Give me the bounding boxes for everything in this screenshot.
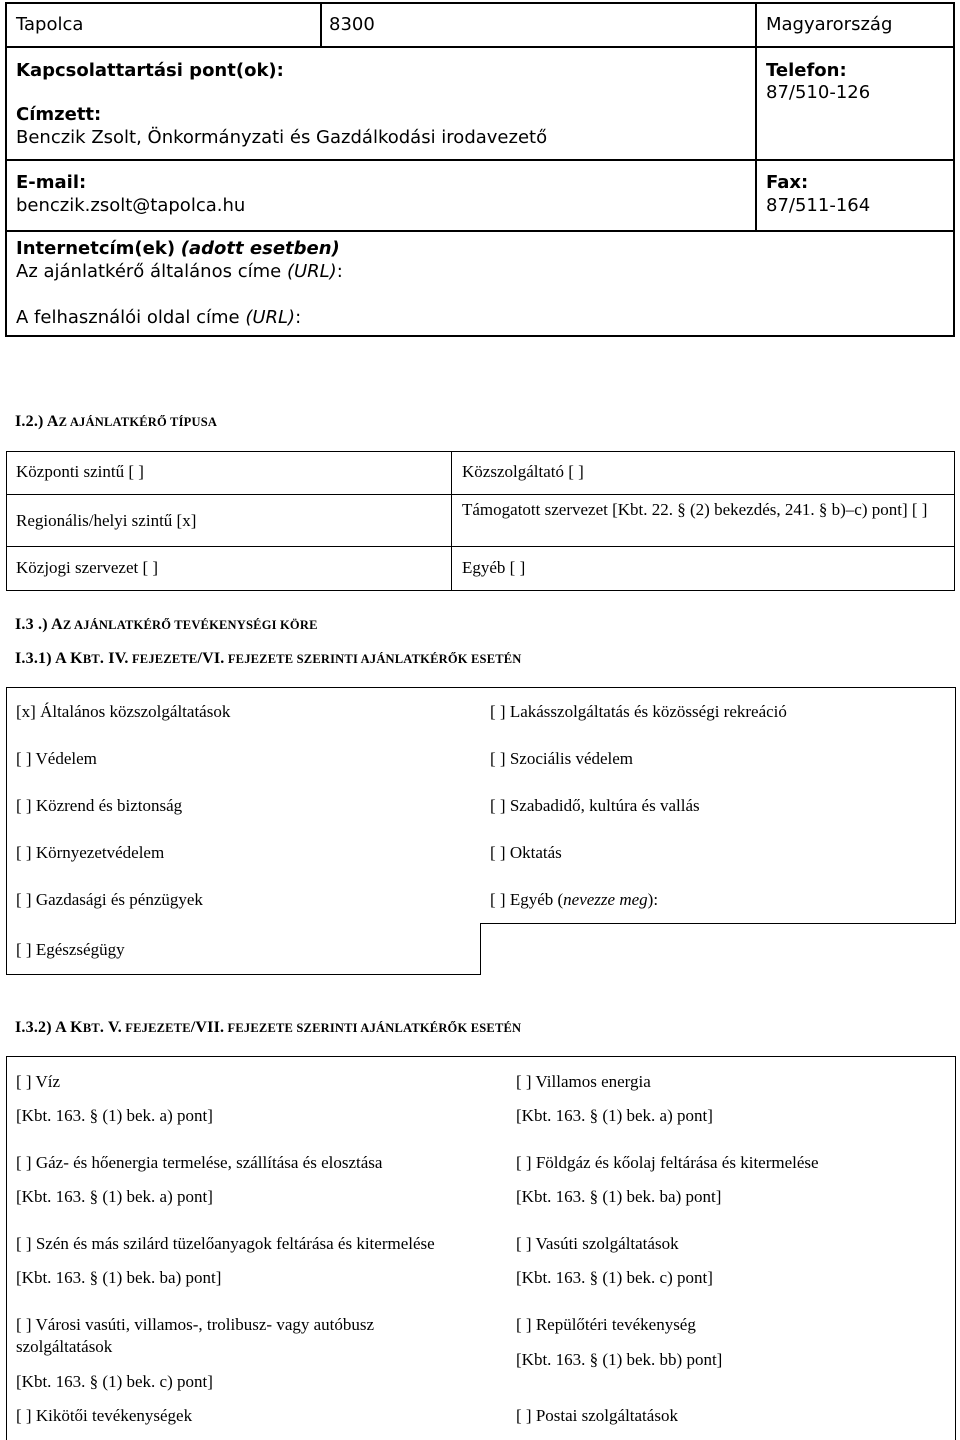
general-url-label <box>16 261 343 283</box>
activity-other-suffix: ): <box>647 890 659 909</box>
column-divider <box>451 451 452 591</box>
title-iv: . IV. <box>99 650 129 667</box>
title-cap: A <box>46 413 59 430</box>
activity-education: [ ] Oktatás <box>490 843 562 862</box>
country: Magyarország <box>766 14 893 35</box>
sector-electricity-ref: [Kbt. 163. § (1) bek. a) pont] <box>516 1106 713 1125</box>
activity-social: [ ] Szociális védelem <box>490 749 634 768</box>
title-rest: Z AJÁNLATKÉRŐ TEVÉKENYSÉGI KÖRE <box>62 618 318 632</box>
table-border-top <box>6 1056 955 1057</box>
sector-gas-heat-ref: [Kbt. 163. § (1) bek. a) pont] <box>16 1187 213 1206</box>
sector-railway: [ ] Vasúti szolgáltatások <box>516 1234 679 1253</box>
user-page-colon: : <box>295 307 302 328</box>
fax-value: 87/511-164 <box>766 195 871 216</box>
section-num: I.3.1) <box>15 650 52 667</box>
row-divider <box>6 494 955 495</box>
row-divider <box>7 230 953 232</box>
activity-general: [x] Általános közszolgáltatások <box>16 702 231 721</box>
internet-label-italic: (adott esetben) <box>180 238 340 259</box>
type-public-law: Közjogi szervezet [ ] <box>16 558 159 577</box>
email-label: E-mail: <box>16 172 87 193</box>
addressee-label: Címzett: <box>16 104 102 125</box>
type-regional: Regionális/helyi szintű [x] <box>16 511 197 530</box>
sector-water: [ ] Víz <box>16 1072 61 1091</box>
general-url-suffix: (URL) <box>286 261 337 282</box>
table-step-vertical <box>480 923 481 975</box>
title-fej2: FEJEZETE SZERINTI AJÁNLATKÉRŐK ESETÉN <box>224 1021 522 1035</box>
activity-economic: [ ] Gazdasági és pénzügyek <box>16 890 203 909</box>
internet-label-bold: Internetcím(ek) <box>16 238 176 259</box>
table-border-left <box>6 1056 7 1440</box>
title-bt: BT <box>82 652 100 666</box>
title-cap: A <box>51 616 63 633</box>
type-public-service: Közszolgáltató [ ] <box>462 462 584 481</box>
internet-label <box>16 238 340 260</box>
table-step-line <box>480 923 956 924</box>
table-border-right <box>955 687 956 923</box>
title-vii: /VII. <box>190 1019 225 1036</box>
table-border-top <box>6 687 955 688</box>
section-num: I.3.2) <box>15 1019 52 1036</box>
section-1-3-heading <box>15 616 318 634</box>
city: Tapolca <box>16 14 84 35</box>
sector-airport-ref: [Kbt. 163. § (1) bek. bb) pont] <box>516 1350 723 1369</box>
user-page-label <box>16 307 301 329</box>
title-vi: /VI. <box>197 650 225 667</box>
column-divider <box>320 4 322 46</box>
activity-public-order: [ ] Közrend és biztonság <box>16 796 183 815</box>
activity-other-italic: nevezze meg <box>563 890 648 909</box>
activity-environment: [ ] Környezetvédelem <box>16 843 165 862</box>
title-v: . V. <box>99 1019 122 1036</box>
sector-electricity: [ ] Villamos energia <box>516 1072 651 1091</box>
activity-health: [ ] Egészségügy <box>16 940 125 959</box>
sector-coal: [ ] Szén és más szilárd tüzelőanyagok feltárása és kitermelése <box>16 1234 435 1253</box>
title-bt: BT <box>82 1021 100 1035</box>
row-divider <box>7 159 953 161</box>
phone-label: Telefon: <box>766 60 847 81</box>
fax-label: Fax: <box>766 172 809 193</box>
title-fej1: FEJEZETE <box>128 652 198 666</box>
title-fej2: FEJEZETE SZERINTI AJÁNLATKÉRŐK ESETÉN <box>224 652 522 666</box>
column-divider <box>755 4 757 230</box>
table-border-bottom <box>6 974 481 975</box>
type-other: Egyéb [ ] <box>462 558 526 577</box>
table-border-right <box>955 1056 956 1440</box>
section-1-3-2-heading <box>15 1019 521 1037</box>
user-page-suffix: (URL) <box>245 307 296 328</box>
sector-water-ref: [Kbt. 163. § (1) bek. a) pont] <box>16 1106 213 1125</box>
sector-urban-transport-ref: [Kbt. 163. § (1) bek. c) pont] <box>16 1372 213 1391</box>
postal-code: 8300 <box>329 14 375 35</box>
row-divider <box>6 546 955 547</box>
activity-housing: [ ] Lakásszolgáltatás és közösségi rekreáció <box>490 702 787 721</box>
title-rest: Z AJÁNLATKÉRŐ TÍPUSA <box>58 415 218 429</box>
section-num: I.3 .) <box>15 616 48 633</box>
email-value: benczik.zsolt@tapolca.hu <box>16 195 246 216</box>
sector-postal: [ ] Postai szolgáltatások <box>516 1406 678 1425</box>
general-url-prefix: Az ajánlatkérő általános címe <box>16 261 282 282</box>
title-a: A <box>55 1019 66 1036</box>
user-page-prefix: A felhasználói oldal címe <box>16 307 240 328</box>
sector-railway-ref: [Kbt. 163. § (1) bek. c) pont] <box>516 1268 713 1287</box>
sector-gas-heat: [ ] Gáz- és hőenergia termelése, szállítása és elosztása <box>16 1153 383 1172</box>
title-k: K <box>70 1019 83 1036</box>
title-a: A <box>55 650 66 667</box>
sector-urban-transport: [ ] Városi vasúti, villamos-, trolibusz- vagy autóbusz szolgáltatások <box>16 1315 375 1356</box>
general-url-colon: : <box>336 261 343 282</box>
section-num: I.2.) <box>15 413 44 430</box>
contact-table <box>5 2 955 337</box>
section-1-3-1-heading <box>15 650 522 668</box>
type-central: Központi szintű [ ] <box>16 462 144 481</box>
activity-other <box>490 889 658 911</box>
activity-other-prefix: [ ] Egyéb ( <box>490 890 564 909</box>
sector-coal-ref: [Kbt. 163. § (1) bek. ba) pont] <box>16 1268 222 1287</box>
sector-oil-gas: [ ] Földgáz és kőolaj feltárása és kitermelése <box>516 1153 819 1172</box>
sector-airport: [ ] Repülőtéri tevékenység <box>516 1315 696 1334</box>
addressee-value: Benczik Zsolt, Önkormányzati és Gazdálkodási irodavezető <box>16 127 548 148</box>
sector-oil-gas-ref: [Kbt. 163. § (1) bek. ba) pont] <box>516 1187 722 1206</box>
activity-recreation: [ ] Szabadidő, kultúra és vallás <box>490 796 700 815</box>
contact-points-label: Kapcsolattartási pont(ok): <box>16 60 284 81</box>
row-divider <box>7 46 953 48</box>
title-fej1: FEJEZETE <box>121 1021 191 1035</box>
section-1-2-heading <box>15 413 217 431</box>
title-k: K <box>70 650 83 667</box>
activity-defence: [ ] Védelem <box>16 749 97 768</box>
phone-value: 87/510-126 <box>766 82 871 103</box>
sector-port: [ ] Kikötői tevékenységek <box>16 1406 193 1425</box>
type-supported-org: Támogatott szervezet [Kbt. 22. § (2) bekezdés, 241. § b)–c) pont] [ ] <box>462 500 928 519</box>
table-border-left <box>6 687 7 975</box>
